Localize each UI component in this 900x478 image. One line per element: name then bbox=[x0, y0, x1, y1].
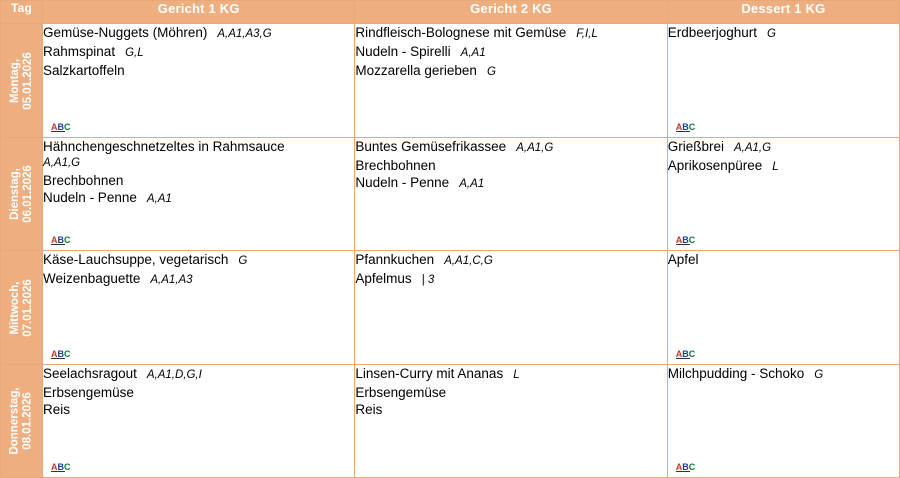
table-row bbox=[1, 138, 900, 251]
day-of-week: Montag, bbox=[8, 58, 21, 103]
dish-name: Nudeln - Penne bbox=[43, 190, 137, 206]
dish-entry bbox=[355, 157, 666, 174]
header-row bbox=[1, 1, 900, 24]
dish-name: Weizenbaguette bbox=[43, 271, 141, 287]
day-date: 05.01.2026 bbox=[21, 51, 34, 110]
dish-entry bbox=[668, 138, 899, 157]
day-cell bbox=[1, 364, 43, 477]
day-label bbox=[8, 279, 34, 337]
dish-name: Nudeln - Penne bbox=[355, 175, 450, 191]
dish-name: Erdbeerjoghurt bbox=[667, 25, 758, 40]
dish-entry bbox=[43, 251, 354, 270]
dish-allergens: A,A1,G bbox=[43, 157, 81, 170]
dish-name: Reis bbox=[43, 401, 71, 417]
day-label bbox=[8, 166, 34, 224]
day-date: 06.01.2026 bbox=[21, 165, 34, 224]
dish-entry bbox=[668, 24, 899, 43]
dish-allergens: F,I,L bbox=[576, 28, 598, 40]
dish-allergens: L bbox=[772, 161, 779, 174]
dish-name: Erbsengemüse bbox=[355, 384, 447, 400]
dish-cell-main-1 bbox=[43, 138, 355, 251]
abc-allergen-icon[interactable]: ABC bbox=[675, 348, 696, 359]
dish-name: Erbsengemüse bbox=[43, 384, 134, 400]
dish-allergens: L bbox=[513, 368, 520, 381]
abc-allergen-icon[interactable]: ABC bbox=[51, 348, 71, 359]
dish-entry bbox=[43, 172, 354, 189]
dish-name: Käse-Lauchsuppe, vegetarisch bbox=[43, 252, 229, 268]
dish-cell-main-2 bbox=[355, 251, 667, 364]
abc-allergen-icon[interactable]: ABC bbox=[51, 235, 71, 246]
table-header bbox=[1, 1, 900, 24]
dish-entry bbox=[668, 365, 899, 384]
dish-name: Rahmspinat bbox=[43, 44, 116, 59]
dish-cell-dessert bbox=[667, 364, 899, 477]
column-header-main-1: Gericht 1 KG bbox=[43, 1, 355, 24]
dish-entry bbox=[355, 62, 666, 81]
table-row bbox=[1, 251, 900, 364]
dish-entry bbox=[43, 138, 354, 172]
dish-name: Rindfleisch-Bolognese mit Gemüse bbox=[355, 25, 567, 40]
dish-cell-main-2 bbox=[355, 138, 667, 251]
day-label bbox=[9, 387, 35, 454]
dish-cell-main-1 bbox=[43, 364, 355, 477]
dish-entry bbox=[355, 365, 666, 384]
dish-name: Apfelmus bbox=[355, 271, 412, 287]
dish-allergens: A,A1,A3,G bbox=[217, 28, 272, 40]
dish-allergens: A,A1 bbox=[459, 178, 485, 191]
dish-entry bbox=[355, 24, 666, 43]
dish-name: Hähnchengeschnetzeltes in Rahmsauce bbox=[43, 139, 285, 155]
dish-allergens: G,L bbox=[125, 47, 144, 59]
dish-entry bbox=[43, 62, 354, 79]
column-header-dessert: Dessert 1 KG bbox=[667, 1, 899, 24]
day-cell bbox=[1, 138, 43, 251]
dish-entry bbox=[43, 189, 354, 208]
column-header-main-2: Gericht 2 KG bbox=[355, 1, 667, 24]
dish-name: Pfannkuchen bbox=[355, 252, 435, 268]
table-body bbox=[1, 24, 900, 478]
dish-entry bbox=[43, 270, 354, 289]
dish-allergens: G bbox=[238, 255, 248, 268]
day-of-week: Mittwoch, bbox=[8, 281, 21, 335]
dish-name: Gemüse-Nuggets (Möhren) bbox=[43, 25, 208, 40]
abc-allergen-icon[interactable]: ABC bbox=[51, 462, 71, 472]
dish-entry bbox=[355, 251, 666, 270]
dish-name: Seelachsragout bbox=[43, 365, 137, 381]
dish-entry bbox=[668, 157, 899, 176]
dish-entry bbox=[43, 24, 354, 43]
dish-entry bbox=[668, 251, 899, 268]
table-row bbox=[1, 364, 900, 477]
dish-name: Nudeln - Spirelli bbox=[355, 44, 451, 59]
dish-name: Grießbrei bbox=[667, 139, 724, 155]
dish-cell-dessert bbox=[667, 251, 899, 364]
dish-cell-main-2 bbox=[355, 24, 667, 138]
dish-name: Milchpudding - Schoko bbox=[667, 365, 805, 381]
day-of-week: Donnerstag, bbox=[8, 387, 21, 455]
dish-entry bbox=[43, 365, 354, 384]
dish-name: Apfel bbox=[667, 252, 699, 268]
dish-name: Brechbohnen bbox=[355, 158, 436, 174]
dish-entry bbox=[355, 138, 666, 157]
dish-name: Mozzarella gerieben bbox=[355, 63, 477, 78]
day-label bbox=[8, 52, 34, 110]
dish-cell-dessert bbox=[667, 24, 899, 138]
dish-entry bbox=[43, 384, 354, 401]
dish-allergens: A,A1,C,G bbox=[444, 255, 493, 268]
abc-allergen-icon[interactable]: ABC bbox=[675, 122, 696, 133]
dish-allergens: A,A1,G bbox=[733, 142, 772, 155]
dish-cell-main-1 bbox=[43, 24, 355, 138]
dish-name: Salzkartoffeln bbox=[43, 63, 125, 78]
day-cell bbox=[1, 24, 43, 138]
table-row bbox=[1, 24, 900, 138]
day-of-week: Dienstag, bbox=[8, 168, 21, 221]
abc-allergen-icon[interactable]: ABC bbox=[675, 462, 696, 472]
dish-allergens: A,A1,A3 bbox=[150, 274, 193, 287]
dish-entry bbox=[355, 384, 666, 401]
dish-cell-dessert bbox=[667, 138, 899, 251]
day-date: 08.01.2026 bbox=[21, 392, 34, 450]
dish-cell-main-1 bbox=[43, 251, 355, 364]
dish-allergens: | 3 bbox=[421, 274, 435, 287]
dish-allergens: A,A1,D,G,I bbox=[146, 368, 202, 381]
day-date: 07.01.2026 bbox=[21, 278, 34, 337]
dish-name: Buntes Gemüsefrikassee bbox=[355, 139, 507, 155]
dish-cell-main-2 bbox=[355, 364, 667, 477]
dish-allergens: G bbox=[767, 28, 776, 40]
day-cell bbox=[1, 251, 43, 364]
dish-entry bbox=[355, 174, 666, 193]
dish-allergens: A,A1,G bbox=[516, 142, 554, 155]
dish-name: Brechbohnen bbox=[43, 173, 124, 189]
column-header-day: Tag bbox=[1, 1, 43, 24]
dish-allergens: A,A1 bbox=[460, 47, 486, 59]
dish-entry bbox=[355, 270, 666, 289]
dish-entry bbox=[355, 43, 666, 62]
dish-name: Reis bbox=[355, 401, 383, 417]
abc-allergen-icon[interactable]: ABC bbox=[675, 235, 696, 246]
dish-name: Aprikosenpüree bbox=[667, 158, 763, 174]
dish-allergens: A,A1 bbox=[146, 193, 172, 206]
dish-allergens: G bbox=[486, 66, 496, 78]
dish-entry bbox=[43, 43, 354, 62]
dish-entry bbox=[43, 401, 354, 418]
dish-name: Linsen-Curry mit Ananas bbox=[355, 365, 504, 381]
dish-entry bbox=[355, 401, 666, 418]
abc-allergen-icon[interactable]: ABC bbox=[51, 122, 71, 133]
dish-allergens: G bbox=[814, 368, 824, 381]
